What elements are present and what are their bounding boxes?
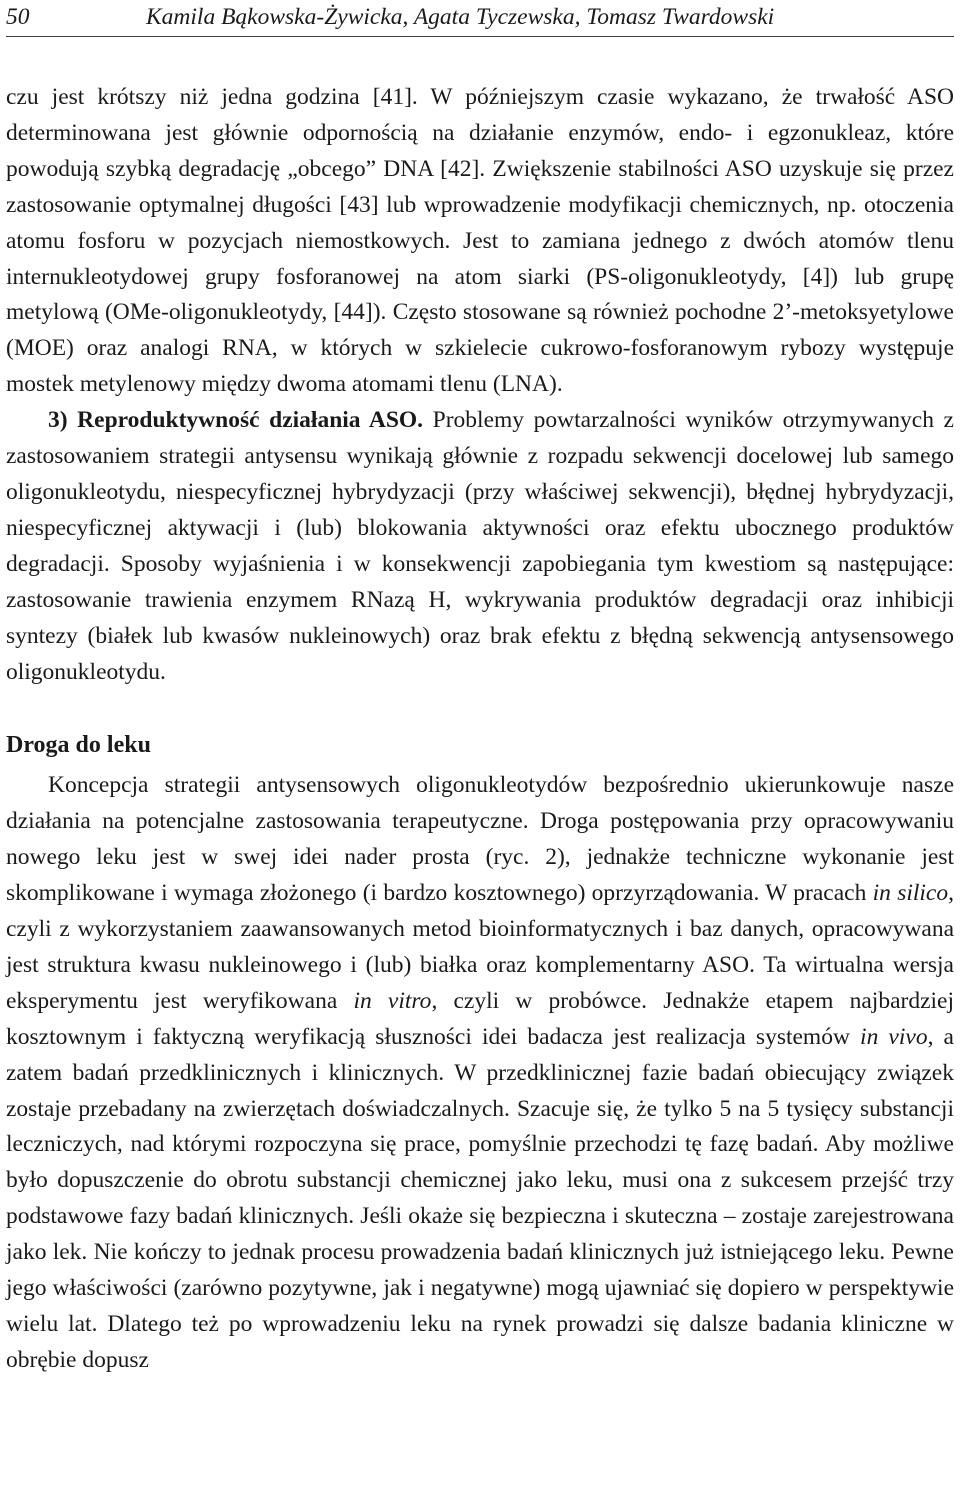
paragraph-drug-development — [6, 768, 954, 1378]
text-segment: Koncepcja strategii antysensowych oligonukleotydów bezpośrednio ukierunkowuje nasze działania na potencjalne zastosowania terapeutyczne. Droga postępowania przy opracowywaniu nowego leku jest w swej idei nader prosta (ryc. 2), jednakże techniczne wykonanie jest skomplikowane i wymaga złożonego (i bardzo kosztownego) oprzyrządowania. W pracach — [6, 772, 954, 907]
text-segment: , czyli w probówce. Jednakże etapem najbardziej kosztownym i faktyczną weryfikacją słuszności idei badacza jest realizacja systemów — [6, 987, 954, 1050]
section-title: Droga do leku — [6, 732, 151, 759]
page-header — [6, 0, 954, 37]
document-page — [6, 0, 954, 1379]
text-segment: , a zatem badań przedklinicznych i klinicznych. W przedklinicznej fazie badań obiecujący związek zostaje przebadany na zwierzętach doświadczalnych. Szacuje się, że tylko 5 na 5 tysięcy substancji leczniczych, nad którymi rozpoczyna się prace, pomyślnie przechodzi tę fazę badań. Aby możliwe było dopuszczenie do obrotu substancji chemicznej jako leku, musi ona z sukcesem przejść trzy podstawowe fazy badań klinicznych. Jeśli okaże się bezpieczna i skuteczna – zostaje zarejestrowana jako lek. Nie kończy to jednak procesu prowadzenia badań klinicznych już istniejącego leku. Pewne jego właściwości (zarówno pozytywne, jak i negatywne) mogą ujawniać się dopiero w perspektywie wielu lat. Dlatego też po wprowadzeniu leku na rynek prowadzi się dalsze badania kliniczne w obrębie dopusz — [6, 1023, 954, 1373]
italic-term: in silico — [872, 880, 949, 907]
italic-term: in vitro — [353, 987, 432, 1014]
paragraph-text: Problemy powtarzalności wyników otrzymywanych z zastosowaniem strategii antysensu wynikają głównie z rozpadu sekwencji docelowej lub samego oligonukleotydu, niespecyficznej hybrydyzacji (przy właściwej sekwencji), błędnej hybrydyzacji, niespecyficznej aktywacji i (lub) blokowania aktywności oraz efektu ubocznego produktów degradacji. Sposoby wyjaśnienia i w konsekwencji zapobiegania tym kwestiom są następujące: zastosowanie trawienia enzymem RNazą H, wykrywania produktów degradacji oraz inhibicji syntezy (białek lub kwasów nukleinowych) oraz brak efektu z błędną sekwencją antysensowego oligonukleotydu. — [6, 407, 954, 685]
paragraph-heading: 3) Reproduktywność działania ASO. — [48, 407, 424, 434]
page-number: 50 — [6, 4, 30, 30]
article-body — [6, 80, 954, 1379]
italic-term: in vivo — [860, 1023, 928, 1050]
paragraph-aso-stability: czu jest krótszy niż jedna godzina [41]. W późniejszym czasie wykazano, że trwałość ASO determinowana jest głównie odpornością na działanie enzymów, endo- i egzonukleaz, które powodują szybką degradację „obcego” DNA [42]. Zwiększenie stabilności ASO uzyskuje się przez zastosowanie optymalnej długości [43] lub wprowadzenie modyfikacji chemicznych, np. otoczenia atomu fosforu w pozycjach niemostkowych. Jest to zamiana jednego z dwóch atomów tlenu internukleotydowej grupy fosforanowej na atom siarki (PS-oligonukleotydy, [4]) lub grupę metylową (OMe-oligonukleotydy, [44]). Często stosowane są również pochodne 2’-metoksyetylowe (MOE) oraz analogi RNA, w których w szkielecie cukrowo-fosforanowym rybozy występuje mostek metylenowy między dwoma atomami tlenu (LNA). — [6, 84, 954, 398]
running-head-authors: Kamila Bąkowska-Żywicka, Agata Tyczewska, Tomasz Twardowski — [146, 4, 775, 30]
paragraph-aso-reproducibility — [6, 403, 954, 690]
text-segment: , czyli z wykorzystaniem zaawansowanych metod bioinformatycznych i baz danych, opracowywana jest struktura kwasu nukleinowego i (lub) białka oraz komplementarny ASO. Ta wirtualna wersja eksperymentu jest weryfikowana — [6, 880, 954, 1014]
